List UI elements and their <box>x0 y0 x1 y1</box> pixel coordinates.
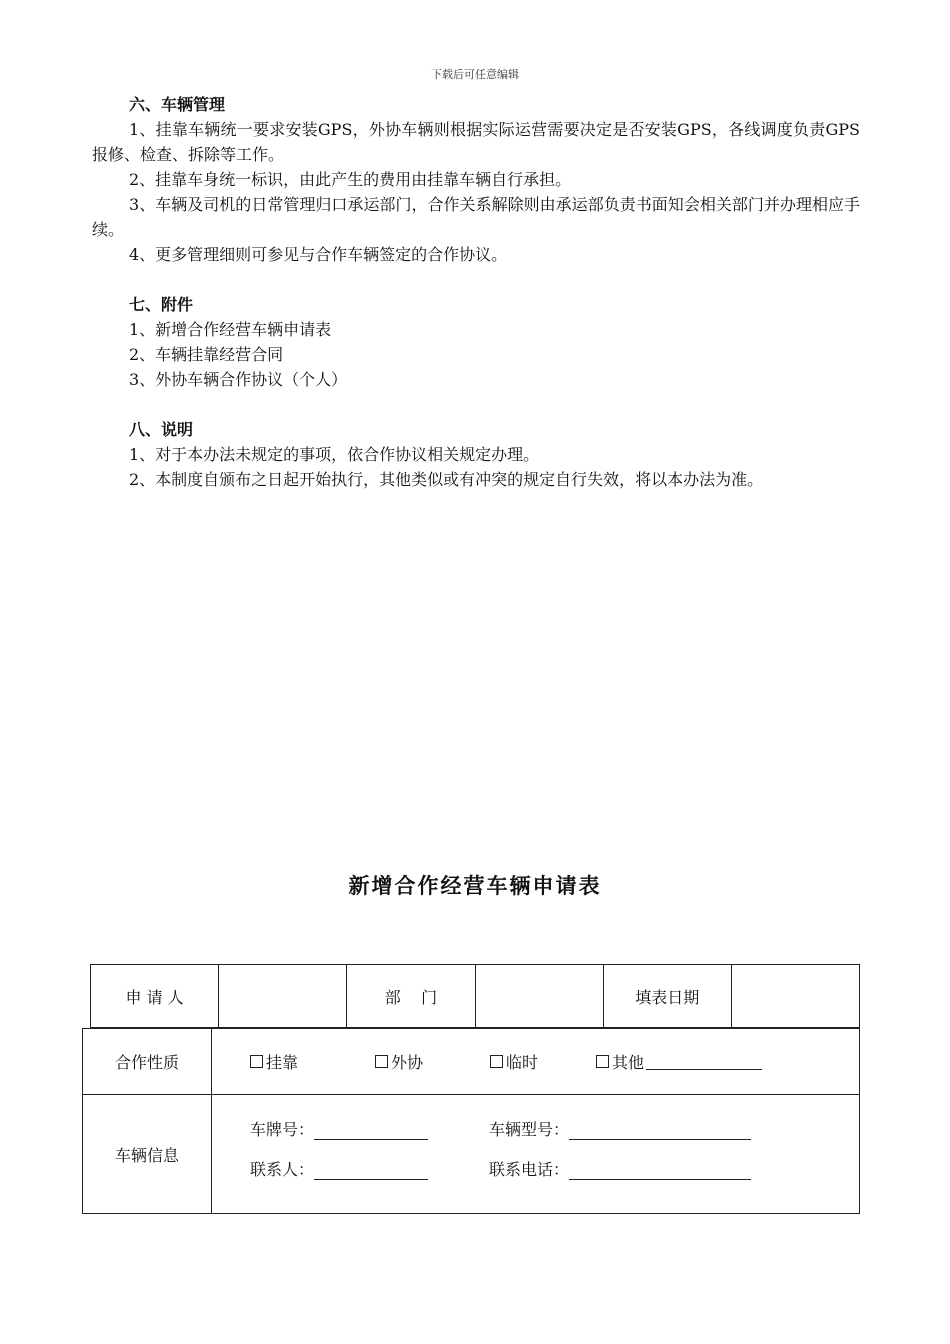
form-row-vehicle <box>82 1095 860 1214</box>
fill-date-field[interactable] <box>732 965 859 1027</box>
checkbox-icon[interactable] <box>375 1055 388 1068</box>
list-item: 2、车辆挂靠经营合同 <box>129 345 284 364</box>
option-label: 其他 <box>612 1053 645 1072</box>
document-body <box>92 92 860 492</box>
other-input-line[interactable] <box>646 1053 762 1070</box>
form-row-applicant <box>90 964 860 1028</box>
model-field[interactable] <box>489 1117 751 1140</box>
department-label: 部 门 <box>347 965 475 1027</box>
section-title-attachments: 七、附件 <box>129 295 194 314</box>
paragraph: 3、车辆及司机的日常管理归口承运部门，合作关系解除则由承运部负责书面知会相关部门并办理相应手续。 <box>92 195 860 239</box>
applicant-label: 申 请 人 <box>91 965 219 1027</box>
option-other[interactable] <box>596 1029 762 1094</box>
nature-label: 合作性质 <box>83 1029 212 1094</box>
paragraph: 2、本制度自颁布之日起开始执行，其他类似或有冲突的规定自行失效，将以本办法为准。 <box>129 470 764 489</box>
plate-field[interactable] <box>250 1117 428 1140</box>
phone-input-line[interactable] <box>569 1163 751 1180</box>
fill-date-label: 填表日期 <box>604 965 732 1027</box>
header-note: 下载后可任意编辑 <box>431 68 519 81</box>
department-field[interactable] <box>476 965 604 1027</box>
section-title-notes: 八、说明 <box>129 420 194 439</box>
paragraph: 1、挂靠车辆统一要求安装GPS，外协车辆则根据实际运营需要决定是否安装GPS，各线调度负责GPS报修、检查、拆除等工作。 <box>92 120 860 164</box>
vehicle-fields <box>212 1095 859 1213</box>
list-item: 1、新增合作经营车辆申请表 <box>129 320 332 339</box>
paragraph: 4、更多管理细则可参见与合作车辆签定的合作协议。 <box>129 245 508 264</box>
phone-label: 联系电话： <box>489 1160 570 1179</box>
contact-input-line[interactable] <box>314 1163 428 1180</box>
checkbox-icon[interactable] <box>250 1055 263 1068</box>
section-title-vehicle-mgmt: 六、车辆管理 <box>129 95 226 114</box>
vehicle-label: 车辆信息 <box>83 1095 212 1213</box>
plate-input-line[interactable] <box>314 1123 428 1140</box>
option-label: 挂靠 <box>266 1053 299 1072</box>
list-item: 3、外协车辆合作协议（个人） <box>129 370 348 389</box>
plate-label: 车牌号： <box>250 1120 315 1139</box>
model-label: 车辆型号： <box>489 1120 570 1139</box>
applicant-field[interactable] <box>219 965 347 1027</box>
contact-field[interactable] <box>250 1157 428 1180</box>
phone-field[interactable] <box>489 1157 751 1180</box>
nature-options <box>212 1029 859 1094</box>
option-outsourced[interactable] <box>375 1029 423 1094</box>
contact-label: 联系人： <box>250 1160 315 1179</box>
option-label: 临时 <box>506 1053 539 1072</box>
option-label: 外协 <box>391 1053 424 1072</box>
checkbox-icon[interactable] <box>490 1055 503 1068</box>
model-input-line[interactable] <box>569 1123 751 1140</box>
paragraph: 2、挂靠车身统一标识，由此产生的费用由挂靠车辆自行承担。 <box>129 170 572 189</box>
form-row-nature <box>82 1028 860 1095</box>
form-title: 新增合作经营车辆申请表 <box>348 874 602 898</box>
option-affiliated[interactable] <box>250 1029 298 1094</box>
option-temporary[interactable] <box>490 1029 538 1094</box>
checkbox-icon[interactable] <box>596 1055 609 1068</box>
paragraph: 1、对于本办法未规定的事项，依合作协议相关规定办理。 <box>129 445 540 464</box>
